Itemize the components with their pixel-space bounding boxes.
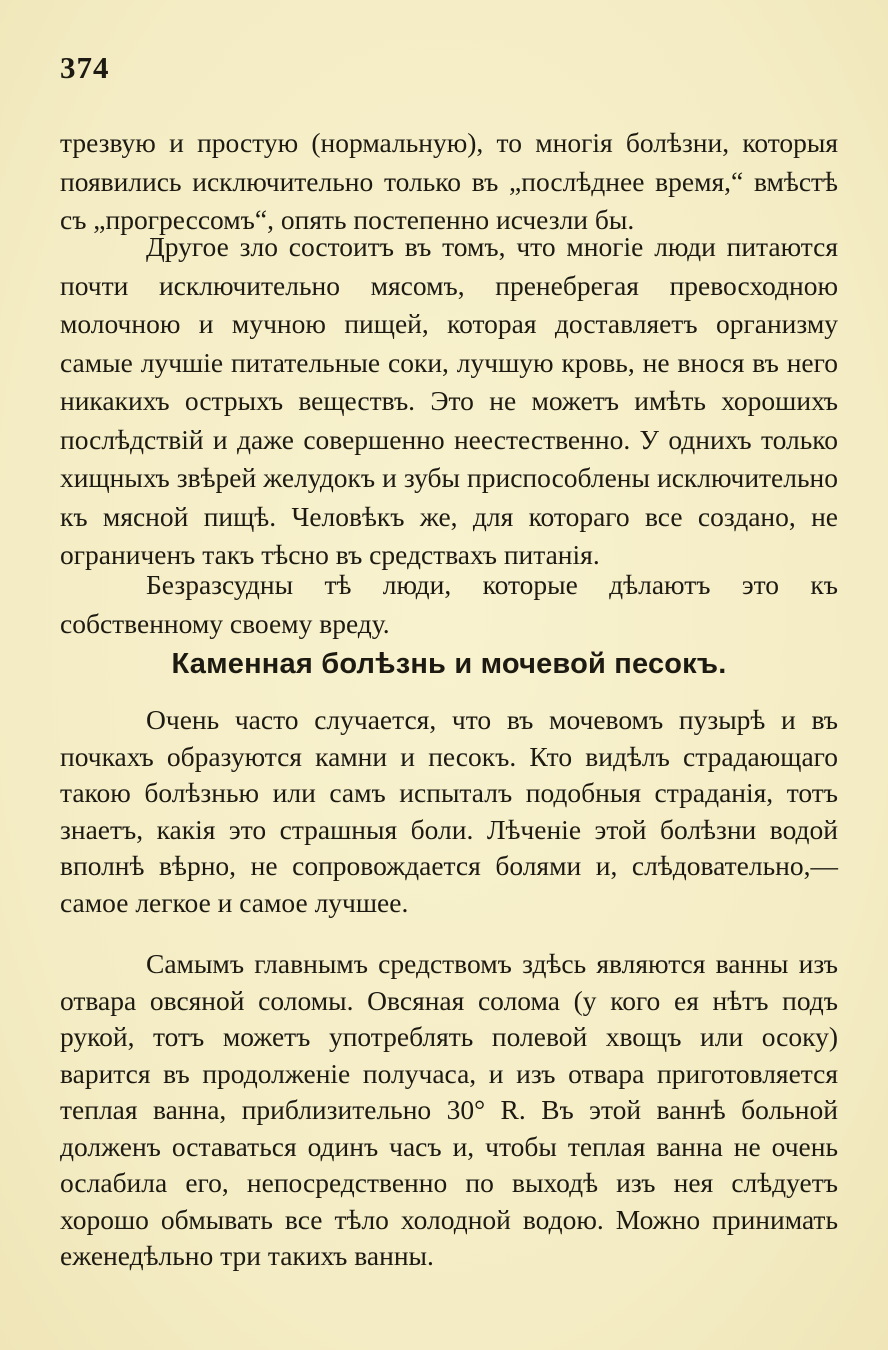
section-paragraph-2 [60,946,838,1275]
section-paragraph-1 [60,702,838,921]
paragraph-3-text: Безразсудны тѣ люди, которые дѣлаютъ это къ собственному своему вреду. [60,569,838,639]
paragraph-1 [60,124,838,240]
page-number: 374 [60,50,110,85]
section-heading: Каменная болѣзнь и мочевой песокъ. [171,648,727,680]
paragraph-3 [60,566,838,643]
paragraph-1-text: трезвую и простую (нормальную), то многія болѣзни, которыя появились исключительно только въ „послѣднее время,“ вмѣстѣ съ „прогрессомъ“, опять постепенно исчезли бы. [60,127,838,235]
section-paragraph-2-text: Самымъ главнымъ средствомъ здѣсь являются ванны изъ отвара овсяной соломы. Овсяная солома (у кого ея нѣтъ подъ рукой, тотъ можетъ употреблять полевой хвощъ или осоку) варится въ продолженіе получаса, и изъ отвара приготовляется теплая ванна, приблизительно 30° R. Въ этой ваннѣ больной долженъ оставаться одинъ часъ и, чтобы теплая ванна не очень ослабила его, непосредственно по выходѣ изъ нея слѣдуетъ хорошо обмывать все тѣло холодной водою. Можно принимать еженедѣльно три такихъ ванны. [60,948,838,1271]
section-paragraph-1-text: Очень часто случается, что въ мочевомъ пузырѣ и въ почкахъ образуются камни и песокъ. Кто видѣлъ страдающаго такою болѣзнью или самъ испыталъ подобныя страданія, тотъ знаетъ, какія это страшныя боли. Лѣченіе этой болѣзни водой вполнѣ вѣрно, не сопровождается болями и, слѣдовательно,—самое легкое и самое лучшее. [60,704,838,918]
paragraph-2 [60,228,838,575]
paragraph-2-text: Другое зло состоитъ въ томъ, что многіе люди питаются почти исключительно мясомъ, пренебрегая превосходною молочною и мучною пищей, которая доставляетъ организму самые лучшіе питательные соки, лучшую кровь, не внося въ него никакихъ острыхъ веществъ. Это не можетъ имѣть хорошихъ послѣдствій и даже совершенно неестественно. У однихъ только хищныхъ звѣрей желудокъ и зубы приспособлены исключительно къ мясной пищѣ. Человѣкъ же, для котораго все создано, не ограниченъ такъ тѣсно въ средствахъ питанія. [60,231,838,570]
